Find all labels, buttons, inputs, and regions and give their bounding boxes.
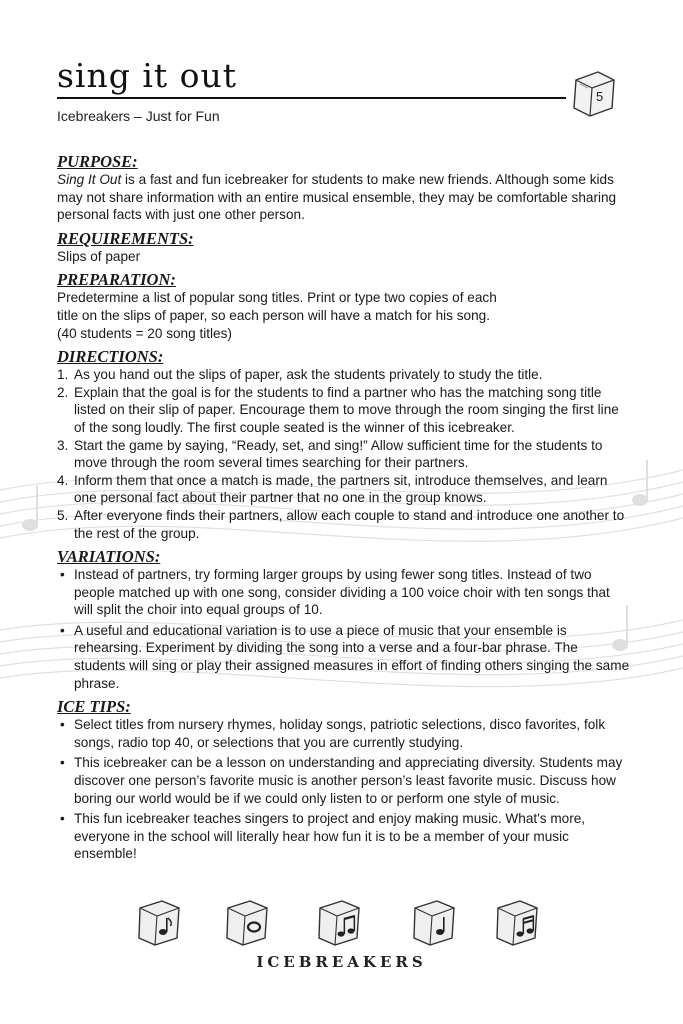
ice-cube-beamed-notes-icon [314, 898, 364, 948]
title-rule [57, 97, 566, 99]
purpose-heading: PURPOSE: [57, 152, 138, 171]
list-item [57, 437, 631, 472]
list-item [57, 366, 631, 384]
footer-label: ICEBREAKERS [256, 953, 427, 971]
ice-cube-row [134, 898, 554, 950]
list-text: Select titles from nursery rhymes, holiday songs, patriotic selections, disco favorites, folk songs, radio top 40, or selections that you are currently studying. [74, 717, 606, 750]
preparation-line-1: Predetermine a list of popular song titles. Print or type two copies of each [57, 290, 497, 306]
ice-cube-sixteenth-notes-icon [492, 898, 542, 948]
ice-cube-page-icon [568, 68, 618, 120]
list-number: 3. [57, 437, 69, 453]
variations-list [57, 566, 631, 692]
list-text: After everyone finds their partners, allow each couple to stand and introduce one another to the rest of the group. [74, 507, 625, 541]
ice-tips-list [57, 716, 631, 863]
preparation-line-3: (40 students = 20 song titles) [57, 325, 232, 341]
bullet-icon: • [60, 567, 65, 583]
list-number: 1. [57, 367, 69, 383]
requirements-heading: REQUIREMENTS: [57, 228, 194, 248]
requirements-text: Slips of paper [57, 248, 141, 264]
list-text: Inform them that once a match is made, the partners sit, introduce themselves, and learn one personal fact about their partner that no one in the group knows. [74, 472, 608, 506]
bullet-icon: • [60, 717, 65, 733]
directions-list [57, 366, 631, 542]
directions-heading: DIRECTIONS: [57, 347, 164, 367]
list-text: Start the game by saying, “Ready, set, and sing!” Allow sufficient time for the students to move through the room several times searching for their partners. [74, 437, 603, 471]
main-content [57, 152, 631, 866]
list-text: As you hand out the slips of paper, ask the students privately to study the title. [74, 367, 543, 383]
bullet-icon: • [60, 755, 65, 771]
list-item [57, 384, 631, 437]
list-item [57, 507, 631, 542]
list-text: This icebreaker can be a lesson on understanding and appreciating diversity. Students may discover one person’s favorite music is another person’s least favorite music. Discuss how boring our world would be if we could only listen to or perform one style of music. [74, 755, 623, 806]
ice-cube-quarter-note-icon [409, 898, 459, 948]
preparation-heading: PREPARATION: [57, 270, 176, 290]
variations-heading: VARIATIONS: [57, 547, 161, 567]
list-item [57, 622, 631, 692]
preparation-line-2: title on the slips of paper, so each person will have a match for his song. [57, 307, 490, 323]
list-item [57, 716, 631, 751]
purpose-body: is a fast and fun icebreaker for students to make new friends. Although some kids may not share information with an entire musical ensemble, they may be comfortable sharing personal facts with just one other person. [57, 172, 617, 223]
list-text: A useful and educational variation is to use a piece of music that your ensemble is rehearsing. Experiment by dividing the song into a verse and a four-bar phrase. The students will sing or play their assigned measures in effort of finding others singing the same phrase. [74, 622, 630, 691]
ice-cube-whole-note-icon [222, 898, 272, 948]
purpose-text [57, 171, 631, 224]
page-subtitle: Icebreakers – Just for Fun [57, 108, 220, 124]
list-number: 2. [57, 384, 69, 400]
list-text: This fun icebreaker teaches singers to project and enjoy making music. What's more, everyone in the school will literally hear how fun it is to be a member of your music ensemble! [74, 811, 586, 862]
page-number: 5 [596, 89, 604, 104]
bullet-icon: • [60, 811, 65, 827]
list-text: Explain that the goal is for the students to find a partner who has the matching song title listed on their slip of paper. Encourage them to move through the room singing the first line of the song loudly. The first couple seated is the winner of this icebreaker. [74, 384, 619, 435]
list-item [57, 810, 631, 863]
list-item [57, 566, 631, 619]
ice-cube-eighth-note-icon [134, 898, 184, 948]
list-item [57, 754, 631, 807]
list-item [57, 472, 631, 507]
bullet-icon: • [60, 622, 65, 638]
page-title: sing it out [57, 56, 238, 95]
purpose-lead: Sing It Out [57, 172, 122, 187]
list-number: 4. [57, 472, 69, 488]
ice-tips-heading: ICE TIPS: [57, 697, 131, 717]
list-number: 5. [57, 507, 69, 523]
list-text: Instead of partners, try forming larger groups by using fewer song titles. Instead of two people matched up with one song, consider dividing a 100 voice choir with ten songs that will split the choir into equal groups of 10. [74, 567, 610, 618]
